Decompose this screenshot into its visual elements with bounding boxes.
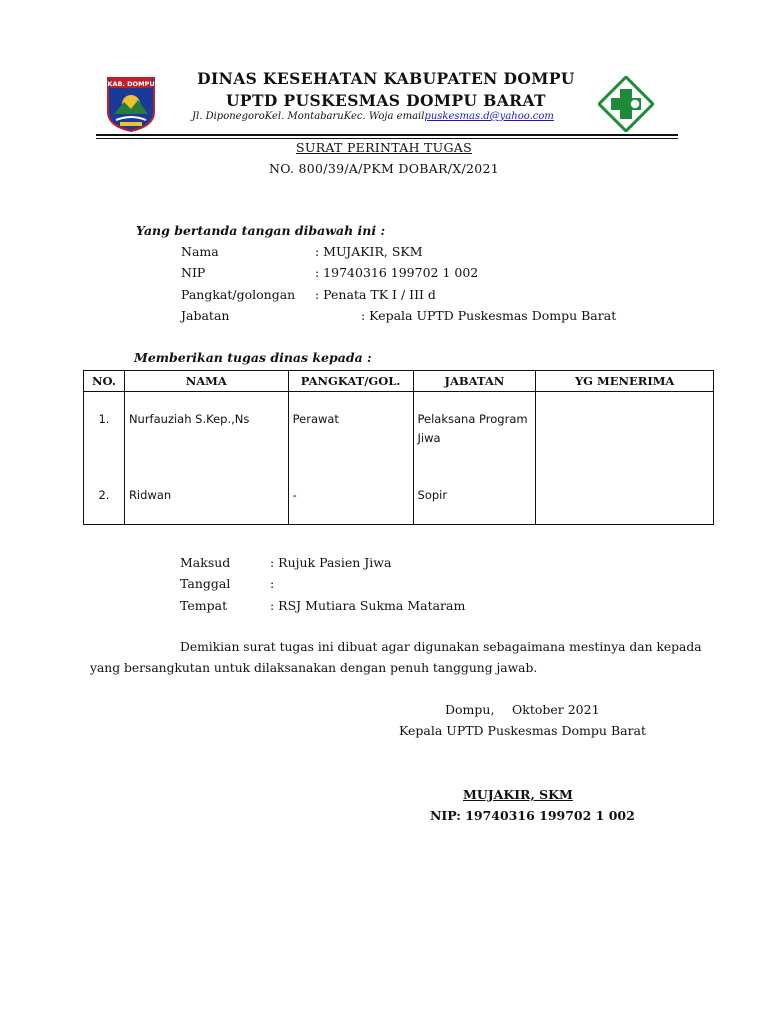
address-prefix: Jl. <box>192 111 203 122</box>
email-link[interactable]: puskesmas.d@yahoo.com <box>424 111 554 122</box>
col-header-pangkat: PANGKAT/GOL. <box>288 371 413 392</box>
pangkat-label: Pangkat/golongan <box>181 287 296 302</box>
cell-nama: Nurfauziah S.Kep.,Ns <box>124 392 288 489</box>
address-text: DiponegoroKel. MontabaruKec. Woja email <box>205 111 425 122</box>
sign-name: MUJAKIR, SKM <box>463 787 573 802</box>
table-row <box>84 392 714 489</box>
closing-line-2: yang bersangkutan untuk dilaksanakan dengan penuh tanggung jawab. <box>90 661 538 675</box>
address-line <box>192 111 554 122</box>
jabatan-label: Jabatan <box>181 308 230 323</box>
nama-label: Nama <box>181 244 219 259</box>
unit-name: UPTD PUSKESMAS DOMPU BARAT <box>226 91 546 110</box>
maksud-label: Maksud <box>180 555 231 570</box>
jabatan-value: : Kepala UPTD Puskesmas Dompu Barat <box>361 308 617 323</box>
signer-intro: Yang bertanda tangan dibawah ini : <box>136 223 386 238</box>
table-row <box>84 488 714 525</box>
logo-lettering: KAB. DOMPU <box>107 80 155 88</box>
agency-name: DINAS KESEHATAN KABUPATEN DOMPU <box>197 69 575 88</box>
cell-nama: Ridwan <box>124 488 288 525</box>
tanggal-value: : <box>270 576 275 591</box>
closing-line-1: Demikian surat tugas ini dibuat agar digunakan sebagaimana mestinya dan kepada <box>180 640 702 654</box>
cell-pangkat: - <box>288 488 413 525</box>
sign-nip: NIP: 19740316 199702 1 002 <box>430 808 635 823</box>
cell-menerima <box>536 488 714 525</box>
sign-position: Kepala UPTD Puskesmas Dompu Barat <box>399 723 647 738</box>
table-header-row <box>84 371 714 392</box>
cell-no: 2. <box>84 488 125 525</box>
cell-jabatan: Pelaksana Program Jiwa <box>413 392 536 489</box>
cell-no: 1. <box>84 392 125 489</box>
col-header-menerima: YG MENERIMA <box>536 371 714 392</box>
cell-jabatan: Sopir <box>413 488 536 525</box>
col-header-no: NO. <box>84 371 125 392</box>
maksud-value: : Rujuk Pasien Jiwa <box>270 555 392 570</box>
tempat-value: : RSJ Mutiara Sukma Mataram <box>270 598 466 613</box>
header-rule-thin <box>96 138 678 139</box>
col-header-jabatan: JABATAN <box>413 371 536 392</box>
cell-menerima <box>536 392 714 489</box>
document-number: NO. 800/39/A/PKM DOBAR/X/2021 <box>268 161 500 176</box>
tanggal-label: Tanggal <box>180 576 231 591</box>
sign-place: Dompu, <box>445 702 495 717</box>
tempat-label: Tempat <box>180 598 228 613</box>
nip-label: NIP <box>181 265 206 280</box>
dompu-regency-logo <box>106 76 156 132</box>
nama-value: : MUJAKIR, SKM <box>315 244 423 259</box>
nip-value: : 19740316 199702 1 002 <box>315 265 479 280</box>
cell-pangkat: Perawat <box>288 392 413 489</box>
header-rule-thick <box>96 134 678 136</box>
col-header-nama: NAMA <box>124 371 288 392</box>
puskesmas-logo <box>598 76 654 132</box>
document-title: SURAT PERINTAH TUGAS <box>296 140 472 155</box>
pangkat-value: : Penata TK I / III d <box>315 287 436 302</box>
sign-date: Oktober 2021 <box>512 702 600 717</box>
assign-intro: Memberikan tugas dinas kepada : <box>134 350 372 365</box>
assignment-table <box>83 370 714 525</box>
